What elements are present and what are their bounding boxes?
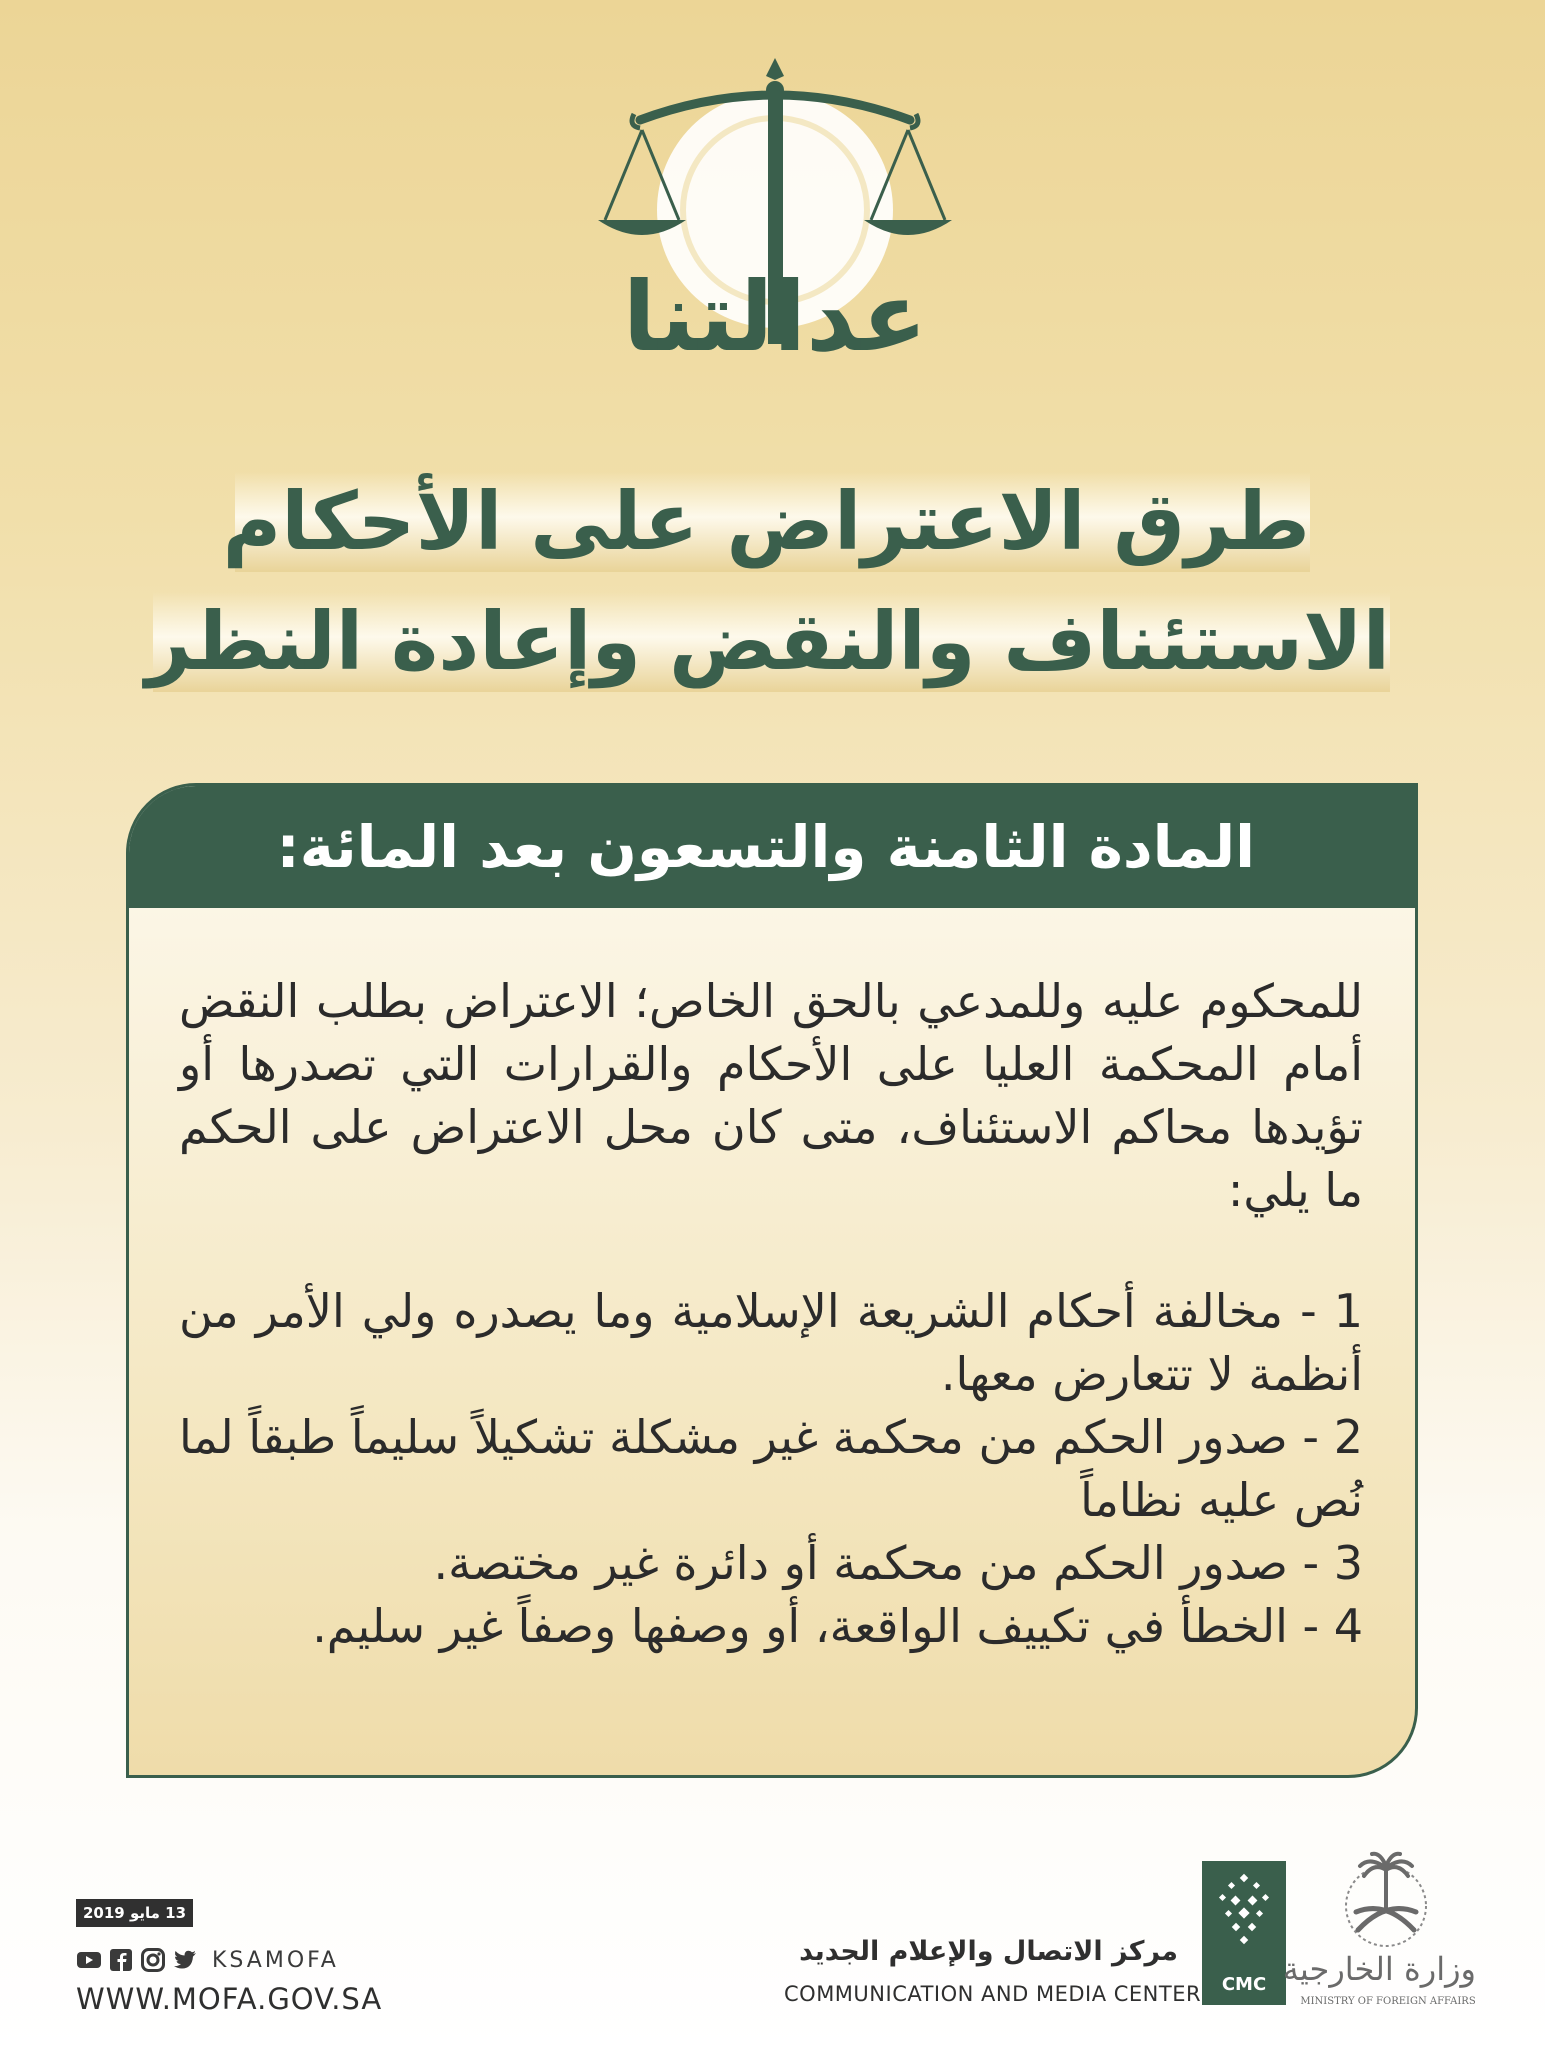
- title-line-1: طرق الاعتراض على الأحكام: [235, 472, 1310, 572]
- article-heading: المادة الثامنة والتسعون بعد المائة:: [129, 786, 1415, 908]
- cmc-logo: [1202, 1861, 1286, 2005]
- title-line-2: الاستئناف والنقض وإعادة النظر: [153, 592, 1390, 692]
- ministry-name-en: MINISTRY OF FOREIGN AFFAIRS: [1300, 1996, 1476, 2007]
- adalatuna-logo: [570, 50, 980, 390]
- article-intro: للمحكوم عليه وللمدعي بالحق الخاص؛ الاعتراض بطلب النقض أمام المحكمة العليا على الأحكام والقرارات التي تصدرها أو تؤيدها محاكم الاستئناف، متى كان محل الاعتراض على الحكم ما يلي:: [179, 974, 1363, 1217]
- twitter-icon[interactable]: [172, 1947, 198, 1973]
- article-body: [129, 908, 1415, 1658]
- website-url[interactable]: WWW.MOFA.GOV.SA: [76, 1982, 383, 2016]
- article-item-2: 2 - صدور الحكم من محكمة غير مشكلة تشكيلاً سليماً طبقاً لما نُص عليه نظاماً: [179, 1410, 1363, 1527]
- cmc-name-ar: مركز الاتصال والإعلام الجديد: [799, 1936, 1178, 1967]
- youtube-icon[interactable]: [76, 1947, 102, 1973]
- cmc-badge-label: CMC: [1221, 1974, 1267, 1995]
- saudi-emblem-icon: [1334, 1848, 1438, 1948]
- social-handle[interactable]: KSAMOFA: [212, 1947, 339, 1973]
- cmc-name-en: COMMUNICATION AND MEDIA CENTER: [784, 1982, 1202, 2006]
- facebook-icon[interactable]: [108, 1947, 134, 1973]
- article-card: [126, 783, 1418, 1778]
- article-item-3: 3 - صدور الحكم من محكمة أو دائرة غير مختصة.: [433, 1536, 1363, 1590]
- ministry-name-ar: وزارة الخارجية: [1282, 1950, 1476, 1988]
- cmc-dots-icon: [1202, 1861, 1286, 1961]
- article-item-1: 1 - مخالفة أحكام الشريعة الإسلامية وما يصدره ولي الأمر من أنظمة لا تتعارض معها.: [179, 1284, 1363, 1401]
- social-links: [76, 1946, 339, 1974]
- article-item-4: 4 - الخطأ في تكييف الواقعة، أو وصفها وصفاً غير سليم.: [312, 1599, 1363, 1653]
- date-badge: 13 مايو 2019: [76, 1899, 193, 1927]
- logo-wordmark: عدالتنا: [622, 261, 928, 373]
- instagram-icon[interactable]: [140, 1947, 166, 1973]
